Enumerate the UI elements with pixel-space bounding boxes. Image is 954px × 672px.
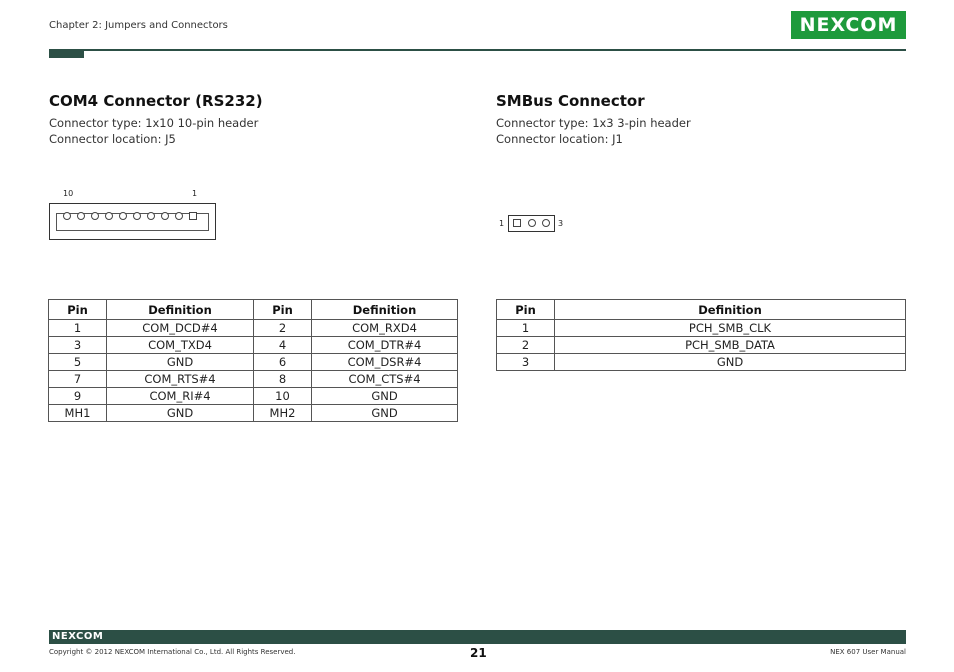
table-cell: COM_DCD#4: [107, 320, 254, 337]
com4-pin: [91, 212, 99, 220]
smbus-pin: [542, 219, 550, 227]
table-header: Pin: [254, 300, 312, 320]
table-row: [49, 388, 458, 405]
header-rule-block: [49, 49, 84, 58]
table-header: Definition: [555, 300, 906, 320]
footer-square-decoration: [890, 630, 897, 637]
com4-pin: [105, 212, 113, 220]
table-cell: 7: [49, 371, 107, 388]
footer-square-decoration: [899, 637, 906, 644]
table-header: Definition: [312, 300, 458, 320]
table-row: [49, 320, 458, 337]
table-cell: COM_CTS#4: [312, 371, 458, 388]
com4-pin-table: [48, 299, 458, 422]
table-row: [49, 371, 458, 388]
table-cell: 3: [497, 354, 555, 371]
smbus-info: [496, 115, 691, 147]
com4-pin: [119, 212, 127, 220]
table-row: [49, 405, 458, 422]
com4-pin: [63, 212, 71, 220]
smbus-type: Connector type: 1x3 3-pin header: [496, 116, 691, 130]
copyright-text: Copyright © 2012 NEXCOM International Co., Ltd. All Rights Reserved.: [49, 648, 296, 656]
table-cell: COM_DTR#4: [312, 337, 458, 354]
table-cell: COM_TXD4: [107, 337, 254, 354]
smbus-pin: [528, 219, 536, 227]
footer-logo: NEXCOM: [52, 631, 104, 642]
com4-pin: [161, 212, 169, 220]
com4-type: Connector type: 1x10 10-pin header: [49, 116, 259, 130]
com4-connector-diagram: [49, 203, 216, 240]
table-cell: GND: [107, 354, 254, 371]
table-cell: 1: [49, 320, 107, 337]
footer-bar: [49, 630, 906, 644]
table-cell: 9: [49, 388, 107, 405]
table-cell: COM_RXD4: [312, 320, 458, 337]
nexcom-logo: NEXCOM: [791, 11, 906, 39]
table-cell: 6: [254, 354, 312, 371]
com4-heading: COM4 Connector (RS232): [49, 92, 263, 110]
table-cell: GND: [107, 405, 254, 422]
com4-pin: [175, 212, 183, 220]
table-row: [49, 337, 458, 354]
table-cell: GND: [312, 388, 458, 405]
table-cell: 10: [254, 388, 312, 405]
table-cell: 3: [49, 337, 107, 354]
com4-pin: [147, 212, 155, 220]
table-cell: GND: [312, 405, 458, 422]
table-cell: 2: [497, 337, 555, 354]
table-cell: 8: [254, 371, 312, 388]
smbus-heading: SMBus Connector: [496, 92, 645, 110]
table-cell: 1: [497, 320, 555, 337]
table-cell: 5: [49, 354, 107, 371]
table-cell: MH2: [254, 405, 312, 422]
table-cell: MH1: [49, 405, 107, 422]
com4-info: [49, 115, 258, 147]
smbus-location: Connector location: J1: [496, 132, 623, 146]
table-header: Pin: [497, 300, 555, 320]
table-header-row: [497, 300, 906, 320]
com4-location: Connector location: J5: [49, 132, 176, 146]
table-cell: COM_RTS#4: [107, 371, 254, 388]
chapter-title: Chapter 2: Jumpers and Connectors: [49, 20, 228, 31]
table-cell: COM_RI#4: [107, 388, 254, 405]
smbus-pin-label-right: 3: [558, 219, 564, 228]
table-cell: 4: [254, 337, 312, 354]
table-cell: GND: [555, 354, 906, 371]
table-cell: COM_DSR#4: [312, 354, 458, 371]
table-header: Pin: [49, 300, 107, 320]
table-cell: PCH_SMB_DATA: [555, 337, 906, 354]
table-row: [497, 337, 906, 354]
table-cell: 2: [254, 320, 312, 337]
com4-pin-label-right: 1: [192, 189, 198, 198]
table-cell: PCH_SMB_CLK: [555, 320, 906, 337]
table-row: [497, 320, 906, 337]
com4-pin-label-left: 10: [63, 189, 74, 198]
table-header: Definition: [107, 300, 254, 320]
com4-pin: [77, 212, 85, 220]
smbus-pin-1: [513, 219, 521, 227]
com4-pin-1: [189, 212, 197, 220]
table-row: [49, 354, 458, 371]
page-number: 21: [470, 646, 487, 660]
table-row: [497, 354, 906, 371]
smbus-pin-label-left: 1: [499, 219, 505, 228]
header-rule: [84, 49, 906, 51]
manual-title: NEX 607 User Manual: [830, 648, 906, 656]
smbus-pin-table: [496, 299, 906, 371]
com4-pin: [133, 212, 141, 220]
table-header-row: [49, 300, 458, 320]
